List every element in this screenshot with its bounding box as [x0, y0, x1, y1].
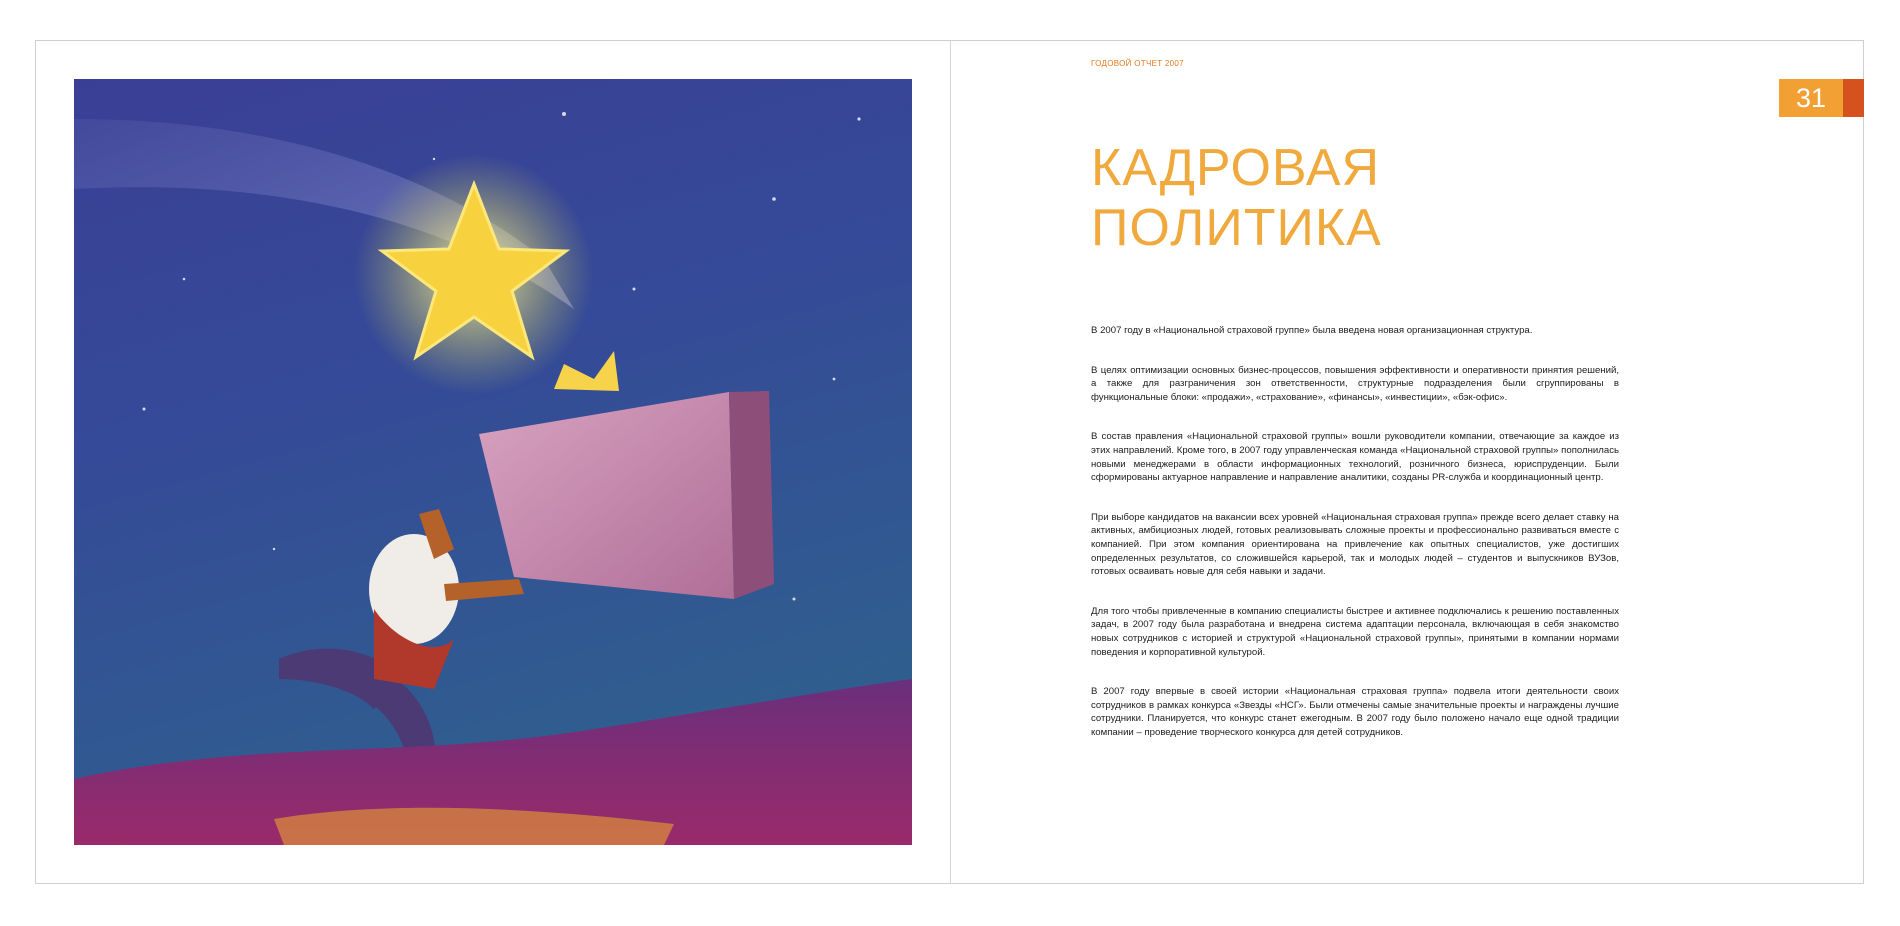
section-title	[1091, 138, 1382, 258]
star-catcher-illustration	[74, 79, 912, 845]
illustration-canvas	[74, 79, 912, 845]
paragraph: В состав правления «Национальной страховой группы» вошли руководители компании, отвечающие за каждое из этих направлений. Кроме того, в 2007 году управленческая команда «Национальной страховой группы» пополнилась новыми менеджерами в области информационных технологий, розничного бизнеса, юриспруденции. Были сформированы актуарное направление и направление аналитики, созданы PR-служба и координационный центр.	[1091, 431, 1619, 484]
page-number: 31	[1779, 79, 1843, 117]
paragraph: В 2007 году впервые в своей истории «Национальная страховая группа» подвела итоги деятельности своих сотрудников в рамках конкурса «Звезды «НСГ». Были отмечены самые значительные проекты и награждены лучшие сотрудники. Планируется, что конкурс станет ежегодным. В 2007 году было положено начало еще одной традиции компании – проведение творческого конкурса для детей сотрудников.	[1091, 686, 1619, 738]
paragraph: При выборе кандидатов на вакансии всех уровней «Национальная страховая группа» прежде всего делает ставку на активных, амбициозных людей, готовых реализовывать сложные проекты и профессионально развиваться вместе с компанией. При этом компания ориентирована на привлечение как опытных специалистов, уже достигших определенных результатов, со сложившейся карьерой, так и молодых людей – студентов и выпускников ВУЗов, готовых осваивать новые для себя навыки и задачи.	[1091, 511, 1619, 578]
page-gutter	[950, 41, 951, 883]
box-side	[729, 391, 774, 599]
body-text	[1091, 324, 1619, 765]
page-number-badge	[1779, 79, 1864, 117]
running-head: ГОДОВОЙ ОТЧЕТ 2007	[1091, 59, 1184, 68]
paragraph: В целях оптимизации основных бизнес-процессов, повышения эффективности и оперативности принятия решений, а также для разграничения зон ответственности, структурные подразделения были сгруппированы в функциональные блоки: «продажи», «страхование», «финансы», «инвестиции», «бэк-офис».	[1091, 364, 1619, 403]
title-line-1: КАДРОВАЯ	[1091, 139, 1381, 197]
page-badge-strip	[1843, 79, 1864, 117]
title-line-2: ПОЛИТИКА	[1091, 199, 1382, 257]
paragraph: В 2007 году в «Национальной страховой группе» была введена новая организационная структура.	[1091, 325, 1533, 336]
paragraph: Для того чтобы привлеченные в компанию специалисты быстрее и активнее подключались к решению поставленных задач, в 2007 году была разработана и внедрена система адаптации персонала, включающая в себя знакомство новых сотрудников с историей и структурой «Национальной страховой группы», принятыми в компании нормами поведения и корпоративной культурой.	[1091, 605, 1619, 658]
